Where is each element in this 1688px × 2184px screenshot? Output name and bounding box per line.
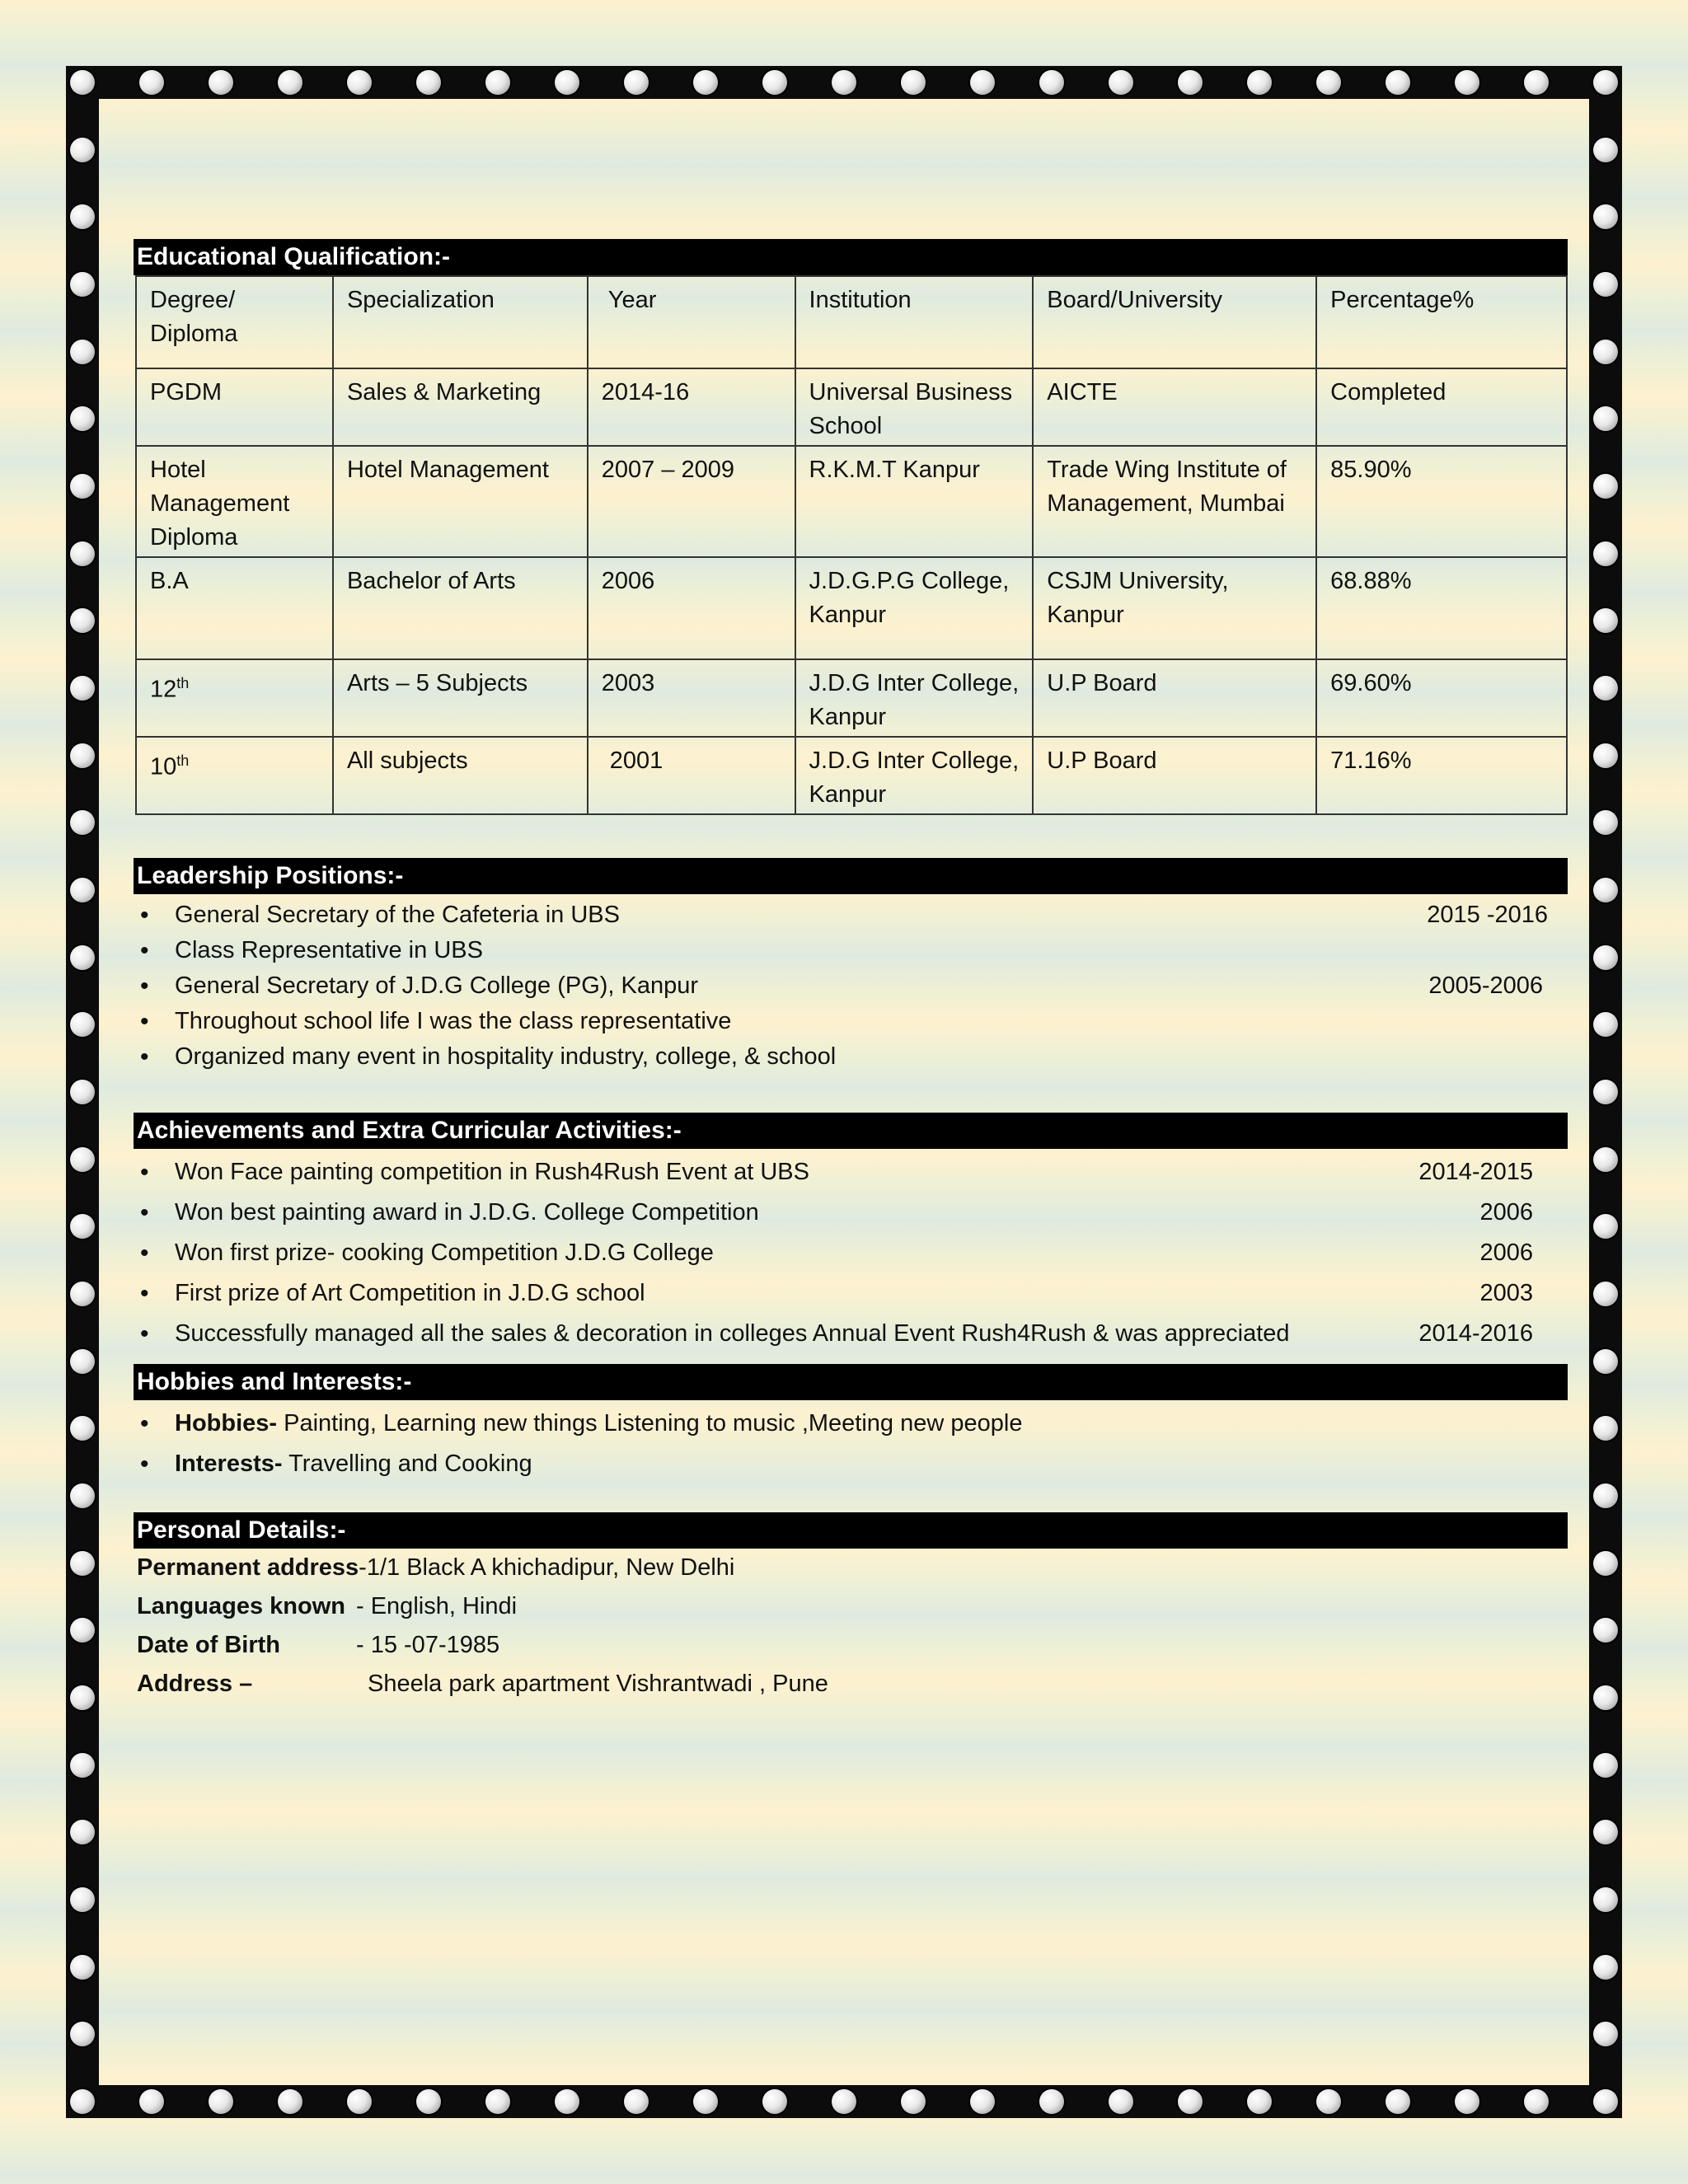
border-dot [485, 2089, 510, 2114]
border-dot [70, 1955, 95, 1980]
border-dot [1593, 70, 1618, 95]
header-institution: Institution [795, 276, 1034, 368]
item-text: First prize of Art Competition in J.D.G school [175, 1280, 645, 1306]
list-item [134, 1444, 1568, 1484]
personal-heading: Personal Details:- [134, 1512, 1568, 1549]
cell-specialization: All subjects [333, 737, 588, 814]
cell-year: 2014-16 [588, 368, 795, 446]
cell-degree: PGDM [136, 368, 333, 446]
table-row [136, 446, 1567, 557]
list-item [134, 968, 1568, 1004]
cell-board: CSJM University, Kanpur [1033, 557, 1316, 659]
item-text: General Secretary of the Cafeteria in UBS [175, 902, 620, 928]
personal-row [134, 1549, 1568, 1587]
border-dot [1524, 70, 1549, 95]
cell-year: 2003 [588, 659, 795, 737]
border-dot [70, 1214, 95, 1239]
cell-board: AICTE [1033, 368, 1316, 446]
border-dot [485, 70, 510, 95]
personal-row [134, 1626, 1568, 1665]
border-dot [1593, 1080, 1618, 1104]
border-dot [1593, 1887, 1618, 1912]
border-dot [70, 1753, 95, 1778]
degree-suffix: th [176, 752, 190, 769]
header-board: Board/University [1033, 276, 1316, 368]
border-dot [70, 1618, 95, 1643]
border-dot [1593, 608, 1618, 633]
table-header-row [136, 276, 1567, 368]
border-dot [1593, 1955, 1618, 1980]
item-year: 2005-2006 [1428, 972, 1543, 999]
interests-text: Travelling and Cooking [282, 1451, 532, 1477]
header-percentage: Percentage% [1316, 276, 1567, 368]
cell-board: U.P Board [1033, 659, 1316, 737]
leadership-list [134, 898, 1568, 1075]
border-dot [901, 70, 926, 95]
cell-board: U.P Board [1033, 737, 1316, 814]
cell-degree [136, 737, 333, 814]
personal-label: Languages known [137, 1593, 345, 1619]
item-text: Won first prize- cooking Competition J.D.G College [175, 1240, 714, 1266]
border-dot [832, 70, 856, 95]
cell-institution: J.D.G Inter College, Kanpur [795, 737, 1034, 814]
border-dot [70, 743, 95, 768]
table-row [136, 737, 1567, 814]
degree-number: 12 [150, 676, 177, 703]
border-dot [1593, 204, 1618, 229]
border-dot [1593, 1349, 1618, 1374]
cell-degree: B.A [136, 557, 333, 659]
border-dot [1593, 272, 1618, 297]
list-item [134, 1039, 1568, 1075]
border-dot [1039, 2089, 1064, 2114]
border-dot [70, 1416, 95, 1441]
list-item [134, 933, 1568, 968]
cell-institution: J.D.G.P.G College, Kanpur [795, 557, 1034, 659]
border-dot [970, 2089, 995, 2114]
degree-number: 10 [150, 753, 177, 780]
achievements-list [134, 1152, 1568, 1354]
border-dot [1316, 70, 1341, 95]
border-dot [70, 1820, 95, 1844]
border-dot [1593, 1147, 1618, 1172]
table-row [136, 659, 1567, 737]
border-dot [1316, 2089, 1341, 2114]
border-dot [70, 70, 95, 95]
border-dot [1593, 676, 1618, 701]
border-dot [139, 2089, 164, 2114]
border-dot [624, 2089, 649, 2114]
list-item [134, 1193, 1568, 1233]
list-item [134, 898, 1568, 933]
education-table [135, 275, 1568, 815]
item-text: Successfully managed all the sales & decoration in colleges Annual Event Rush4Rush & was appreciated [175, 1320, 1290, 1347]
item-text: Organized many event in hospitality industry, college, & school [175, 1043, 837, 1070]
personal-row [134, 1665, 1568, 1704]
border-dot [1593, 1012, 1618, 1037]
border-dot [555, 2089, 579, 2114]
item-year: 2006 [1479, 1240, 1533, 1266]
border-dot [70, 2022, 95, 2046]
border-dot [1109, 70, 1133, 95]
border-dot [1593, 2022, 1618, 2046]
header-year: Year [588, 276, 795, 368]
border-dot [1593, 1214, 1618, 1239]
list-item [134, 1152, 1568, 1193]
item-year: 2003 [1479, 1280, 1533, 1306]
personal-label: Date of Birth [137, 1632, 280, 1658]
cell-degree: Hotel Management Diploma [136, 446, 333, 557]
border-dot [70, 1483, 95, 1508]
border-dot [1593, 878, 1618, 902]
border-dot [1247, 70, 1272, 95]
hobbies-label: Hobbies- [175, 1410, 278, 1436]
border-dot [70, 676, 95, 701]
degree-suffix: th [176, 675, 190, 691]
item-year: 2006 [1479, 1199, 1533, 1226]
border-dot [1593, 1483, 1618, 1508]
border-dot [762, 70, 787, 95]
border-dot [1247, 2089, 1272, 2114]
border-dot [70, 1887, 95, 1912]
cell-board: Trade Wing Institute of Management, Mumbai [1033, 446, 1316, 557]
list-item [134, 1273, 1568, 1314]
cell-institution: Universal Business School [795, 368, 1034, 446]
border-dot [70, 406, 95, 431]
table-row [136, 557, 1567, 659]
border-dot [1455, 2089, 1479, 2114]
border-dot [762, 2089, 787, 2114]
border-dot [1593, 1282, 1618, 1306]
border-dot [1593, 1416, 1618, 1441]
personal-value: - English, Hindi [356, 1593, 518, 1619]
hobbies-list [134, 1404, 1568, 1484]
item-year: 2014-2015 [1418, 1159, 1533, 1185]
border-dot [139, 70, 164, 95]
border-dot [70, 1349, 95, 1374]
border-dot [693, 70, 718, 95]
border-dot [1593, 1820, 1618, 1844]
border-dot [416, 2089, 441, 2114]
border-dot [1593, 1685, 1618, 1710]
border-dot [347, 70, 372, 95]
list-item [134, 1233, 1568, 1273]
cell-specialization: Arts – 5 Subjects [333, 659, 588, 737]
border-dot [1109, 2089, 1133, 2114]
item-text: General Secretary of J.D.G College (PG), Kanpur [175, 972, 699, 999]
header-specialization: Specialization [333, 276, 588, 368]
cell-percentage: Completed [1316, 368, 1567, 446]
hobbies-text: Painting, Learning new things Listening to music ,Meeting new people [277, 1410, 1023, 1436]
border-dot [624, 70, 649, 95]
cell-percentage: 71.16% [1316, 737, 1567, 814]
border-dot [1593, 541, 1618, 566]
border-dot [1593, 1753, 1618, 1778]
border-dot [1178, 70, 1203, 95]
interests-label: Interests- [175, 1451, 283, 1477]
border-dot [70, 945, 95, 970]
personal-details [134, 1549, 1568, 1704]
personal-row [134, 1587, 1568, 1626]
education-heading: Educational Qualification:- [134, 239, 1568, 275]
border-dot [70, 608, 95, 633]
cell-year: 2007 – 2009 [588, 446, 795, 557]
cell-specialization: Hotel Management [333, 446, 588, 557]
cell-degree [136, 659, 333, 737]
border-dot [278, 70, 302, 95]
border-dot [1593, 474, 1618, 499]
border-dot [1524, 2089, 1549, 2114]
border-dot [1386, 2089, 1410, 2114]
header-degree-line2: Diploma [150, 321, 238, 347]
list-item [134, 1004, 1568, 1039]
border-dot [970, 70, 995, 95]
border-dot [209, 2089, 233, 2114]
border-dot [416, 70, 441, 95]
border-dot [1455, 70, 1479, 95]
border-dot [1178, 2089, 1203, 2114]
table-row [136, 368, 1567, 446]
border-dot [70, 1282, 95, 1306]
border-dot [70, 1685, 95, 1710]
item-text: Won Face painting competition in Rush4Rush Event at UBS [175, 1159, 809, 1185]
border-dot [901, 2089, 926, 2114]
cell-percentage: 69.60% [1316, 659, 1567, 737]
cell-specialization: Sales & Marketing [333, 368, 588, 446]
border-dot [70, 204, 95, 229]
item-text: Won best painting award in J.D.G. College Competition [175, 1199, 759, 1226]
border-dot [70, 340, 95, 364]
border-dot [1593, 406, 1618, 431]
cell-institution: R.K.M.T Kanpur [795, 446, 1034, 557]
resume-content [134, 239, 1568, 1704]
item-text: Throughout school life I was the class representative [175, 1008, 732, 1034]
border-dot [70, 2089, 95, 2114]
list-item [134, 1314, 1568, 1354]
border-dot [70, 810, 95, 835]
border-dot [70, 272, 95, 297]
header-degree [136, 276, 333, 368]
border-dot [70, 1012, 95, 1037]
border-dot [70, 138, 95, 162]
personal-value: Sheela park apartment Vishrantwadi , Pune [368, 1671, 828, 1697]
cell-percentage: 68.88% [1316, 557, 1567, 659]
border-dot [1593, 340, 1618, 364]
border-dot [278, 2089, 302, 2114]
list-item [134, 1404, 1568, 1444]
border-dot [1593, 810, 1618, 835]
border-dot [70, 541, 95, 566]
item-year: 2014-2016 [1418, 1320, 1533, 1347]
cell-institution: J.D.G Inter College, Kanpur [795, 659, 1034, 737]
achievements-heading: Achievements and Extra Curricular Activities:- [134, 1113, 1568, 1149]
border-dot [70, 474, 95, 499]
border-dot [347, 2089, 372, 2114]
cell-percentage: 85.90% [1316, 446, 1567, 557]
border-dot [1593, 138, 1618, 162]
personal-label: Address – [137, 1671, 253, 1697]
border-dot [1593, 1618, 1618, 1643]
item-text: Class Representative in UBS [175, 937, 483, 963]
cell-year: 2006 [588, 557, 795, 659]
hobbies-heading: Hobbies and Interests:- [134, 1364, 1568, 1400]
leadership-heading: Leadership Positions:- [134, 858, 1568, 894]
border-dot [1593, 945, 1618, 970]
personal-label: Permanent address [137, 1554, 359, 1581]
border-dot [1593, 2089, 1618, 2114]
border-dot [70, 1080, 95, 1104]
border-dot [70, 1147, 95, 1172]
border-dot [209, 70, 233, 95]
border-dot [1593, 743, 1618, 768]
border-dot [1039, 70, 1064, 95]
border-dot [70, 878, 95, 902]
border-dot [832, 2089, 856, 2114]
personal-value: -1/1 Black A khichadipur, New Delhi [359, 1554, 735, 1581]
personal-value: - 15 -07-1985 [356, 1632, 500, 1658]
border-dot [555, 70, 579, 95]
cell-year: 2001 [588, 737, 795, 814]
header-degree-line1: Degree/ [150, 287, 236, 313]
border-dot [1593, 1551, 1618, 1576]
cell-specialization: Bachelor of Arts [333, 557, 588, 659]
border-dot [1386, 70, 1410, 95]
border-dot [70, 1551, 95, 1576]
border-dot [693, 2089, 718, 2114]
item-year: 2015 -2016 [1427, 902, 1548, 928]
